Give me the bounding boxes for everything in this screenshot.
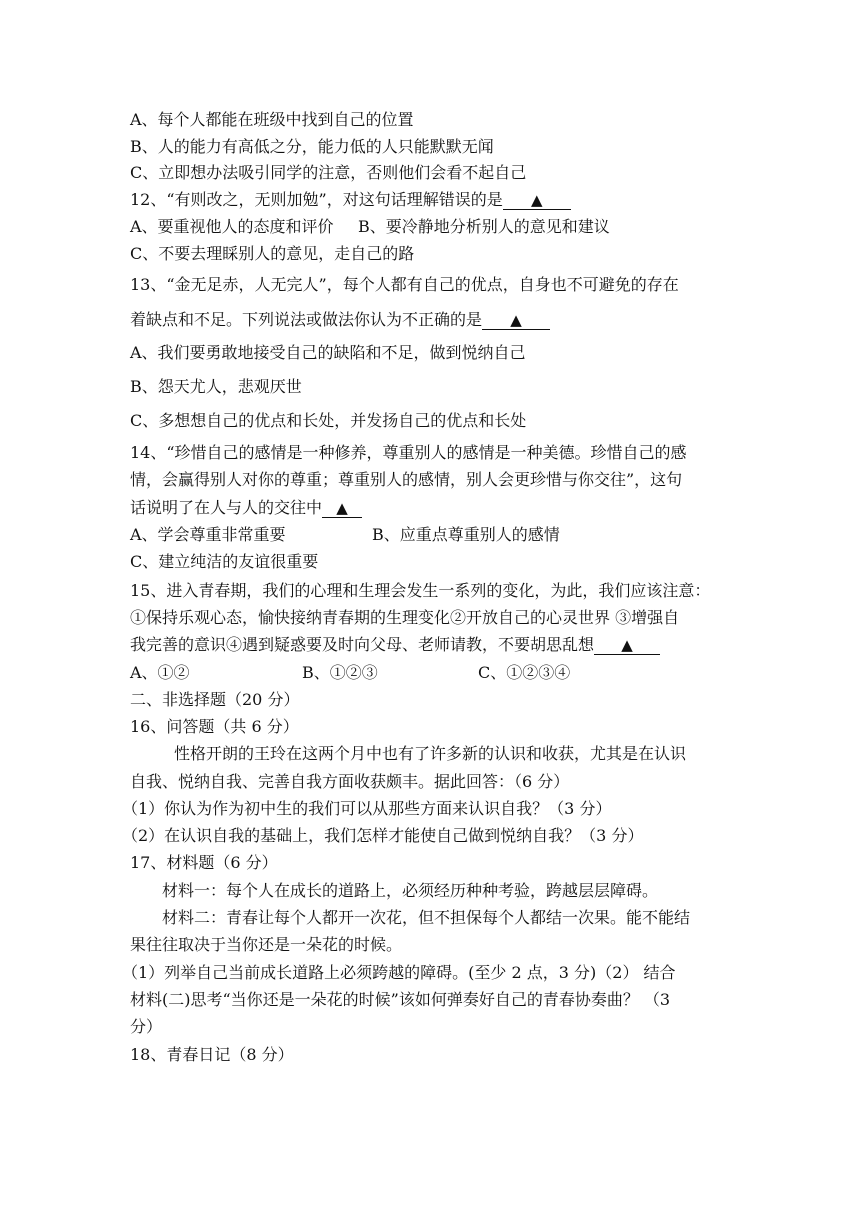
triangle-marker-icon: ▲ [510, 311, 522, 329]
q12-answer-blank [503, 191, 571, 210]
q11-option-a: A、每个人都能在班级中找到自己的位置 [130, 110, 414, 129]
q12-option-a: A、要重视他人的态度和评价 [130, 217, 334, 236]
q12-stem-text: 12、“有则改之，无则加勉”，对这句话理解错误的是 [130, 190, 503, 209]
q13-stem-line-2 [130, 309, 550, 331]
q16-paragraph-line-2: 自我、悦纳自我、完善自我方面收获颇丰。据此回答：（6 分） [130, 772, 570, 791]
q13-answer-blank [482, 311, 550, 330]
q15-stem-line-3 [130, 634, 660, 656]
q13-option-a: A、我们要勇敢地接受自己的缺陷和不足，做到悦纳自己 [130, 343, 526, 362]
q13-stem-line-1: 13、“金无足赤，人无完人”，每个人都有自己的优点，自身也不可避免的存在 [130, 275, 679, 294]
q17-material-2-line-1: 材料二：青春让每个人都开一次花，但不担保每个人都结一次果。能不能结 [162, 908, 691, 927]
q14-option-a: A、学会尊重非常重要 [130, 525, 286, 544]
q18-title: 18、青春日记（8 分） [130, 1045, 294, 1064]
q11-option-c: C、立即想办法吸引同学的注意，否则他们会看不起自己 [130, 163, 527, 182]
q15-option-a: A、①② [130, 663, 190, 682]
q17-subquestions-line-2: 材料(二)思考“当你还是一朵花的时候”该如何弹奏好自己的青春协奏曲？ （3 [130, 990, 671, 1009]
triangle-marker-icon: ▲ [336, 499, 348, 517]
q14-options-row [130, 524, 560, 546]
q13-option-b: B、怨天尤人，悲观厌世 [130, 377, 302, 396]
triangle-marker-icon: ▲ [621, 636, 633, 654]
q15-stem-text: 我完善的意识④遇到疑惑要及时向父母、老师请教，不要胡思乱想 [130, 635, 595, 654]
q15-stem-line-1: 15、进入青春期，我们的心理和生理会发生一系列的变化，为此，我们应该注意： [130, 581, 711, 600]
q14-stem-line-2: 情，会赢得别人对你的尊重；尊重别人的感情，别人会更珍惜与你交往”，这句 [130, 470, 683, 489]
q11-option-b: B、人的能力有高低之分，能力低的人只能默默无闻 [130, 137, 494, 156]
q16-paragraph-line-1: 性格开朗的王玲在这两个月中也有了许多新的认识和收获，尤其是在认识 [174, 744, 687, 763]
q14-stem-text: 话说明了在人与人的交往中 [130, 498, 323, 517]
q15-stem-line-2: ①保持乐观心态，愉快接纳青春期的生理变化②开放自己的心灵世界 ③增强自 [130, 608, 680, 627]
q16-subquestion-2: （2）在认识自我的基础上，我们怎样才能使自己做到悦纳自我？（3 分） [122, 826, 644, 845]
q15-answer-blank [594, 636, 660, 655]
q17-material-2-line-2: 果往往取决于当你还是一朵花的时候。 [130, 935, 403, 954]
q14-stem-line-3 [130, 497, 362, 519]
q15-option-b: B、①②③ [302, 663, 378, 682]
triangle-marker-icon: ▲ [530, 191, 543, 209]
q15-options-row [130, 662, 571, 684]
q14-answer-blank [322, 499, 362, 518]
q14-stem-line-1: 14、“珍惜自己的感情是一种修养，尊重别人的感情是一种美德。珍惜自己的感 [130, 443, 687, 462]
q17-material-1: 材料一：每个人在成长的道路上，必须经历种种考验，跨越层层障碍。 [162, 881, 659, 900]
q12-options-row [130, 216, 610, 238]
q14-option-c: C、建立纯洁的友谊很重要 [130, 552, 319, 571]
q12-option-b: B、要冷静地分析别人的意见和建议 [358, 217, 610, 236]
q14-option-b: B、应重点尊重别人的感情 [372, 525, 560, 544]
section-2-heading: 二、非选择题（20 分） [130, 690, 300, 709]
q17-subquestions-line-1: （1）列举自己当前成长道路上必须跨越的障碍。(至少 2 点，3 分)（2） 结合 [122, 963, 676, 982]
q16-title: 16、问答题（共 6 分） [130, 717, 299, 736]
q15-option-c: C、①②③④ [478, 663, 571, 682]
q17-title: 17、材料题（6 分） [130, 853, 278, 872]
q17-subquestions-line-3: 分） [130, 1017, 163, 1036]
q12-option-c: C、不要去理睬别人的意见，走自己的路 [130, 244, 415, 263]
q13-stem-text: 着缺点和不足。下列说法或做法你认为不正确的是 [130, 310, 483, 329]
q16-subquestion-1: （1）你认为作为初中生的我们可以从那些方面来认识自我？（3 分） [122, 799, 612, 818]
q13-option-c: C、多想想自己的优点和长处，并发扬自己的优点和长处 [130, 411, 527, 430]
q12-stem [130, 189, 571, 211]
